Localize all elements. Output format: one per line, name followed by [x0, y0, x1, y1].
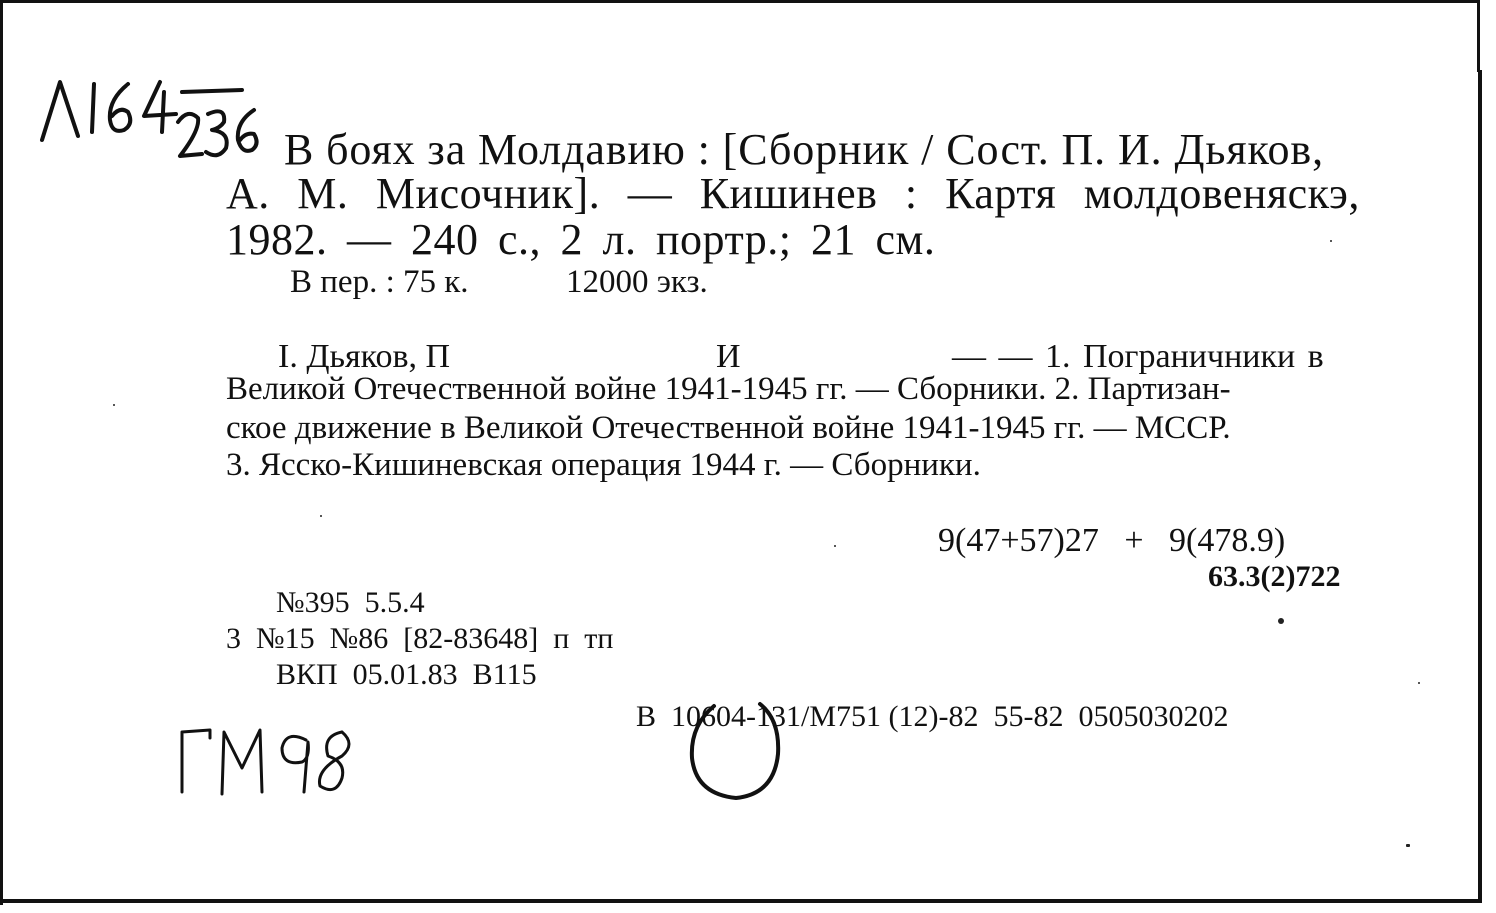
handwritten-note [170, 722, 370, 802]
scan-speck [1406, 844, 1410, 847]
tech-code: В 10604-131/М751 (12)-82 55-82 0505030202 [636, 700, 1229, 733]
entry-line-2: А. М. Мисочник]. — Кишинев : Картя молдовеняскэ, [226, 169, 1360, 218]
subjects-line-1-start: I. Дьяков, П [278, 338, 451, 375]
subjects-line-1-end: — — 1. Пограничники в [952, 338, 1324, 375]
scan-speck [1278, 618, 1284, 624]
card-border-right [1478, 70, 1482, 900]
scan-speck [1418, 682, 1420, 684]
scan-speck [834, 545, 836, 547]
entry-line-1: В боях за Молдавию : [Сборник / Сост. П. И. Дьяков, [284, 125, 1324, 174]
subjects-line-3: ское движение в Великой Отечественной войне 1941-1945 гг. — МССР. [226, 410, 1231, 446]
bbk-classification: 63.3(2)722 [1208, 560, 1341, 593]
handwritten-circle [684, 690, 788, 808]
udc-classification: 9(47+57)27 + 9(478.9) [938, 522, 1286, 559]
tech-line-1: №395 5.5.4 [276, 586, 425, 619]
handwritten-shelfmark [30, 70, 270, 180]
copies: 12000 экз. [566, 264, 708, 300]
entry-line-3: 1982. — 240 с., 2 л. портр.; 21 см. [226, 215, 936, 264]
tech-line-3: ВКП 05.01.83 В115 [276, 658, 537, 691]
price: В пер. : 75 к. [290, 264, 469, 300]
card-border-top [0, 0, 1478, 3]
scan-speck [320, 515, 322, 517]
card-border-bottom [0, 899, 1482, 903]
tech-line-2: 3 №15 №86 [82-83648] п тп [226, 622, 614, 655]
scan-speck [1330, 240, 1332, 242]
card-border-left [0, 0, 3, 905]
subjects-line-4: 3. Ясско-Кишиневская операция 1944 г. — Сборники. [226, 447, 981, 483]
scan-speck [113, 404, 115, 406]
subjects-line-2: Великой Отечественной войне 1941-1945 гг. — Сборники. 2. Партизан- [226, 371, 1231, 407]
subjects-line-1-mid: И [716, 338, 741, 375]
card-border-right-top [1477, 0, 1480, 72]
